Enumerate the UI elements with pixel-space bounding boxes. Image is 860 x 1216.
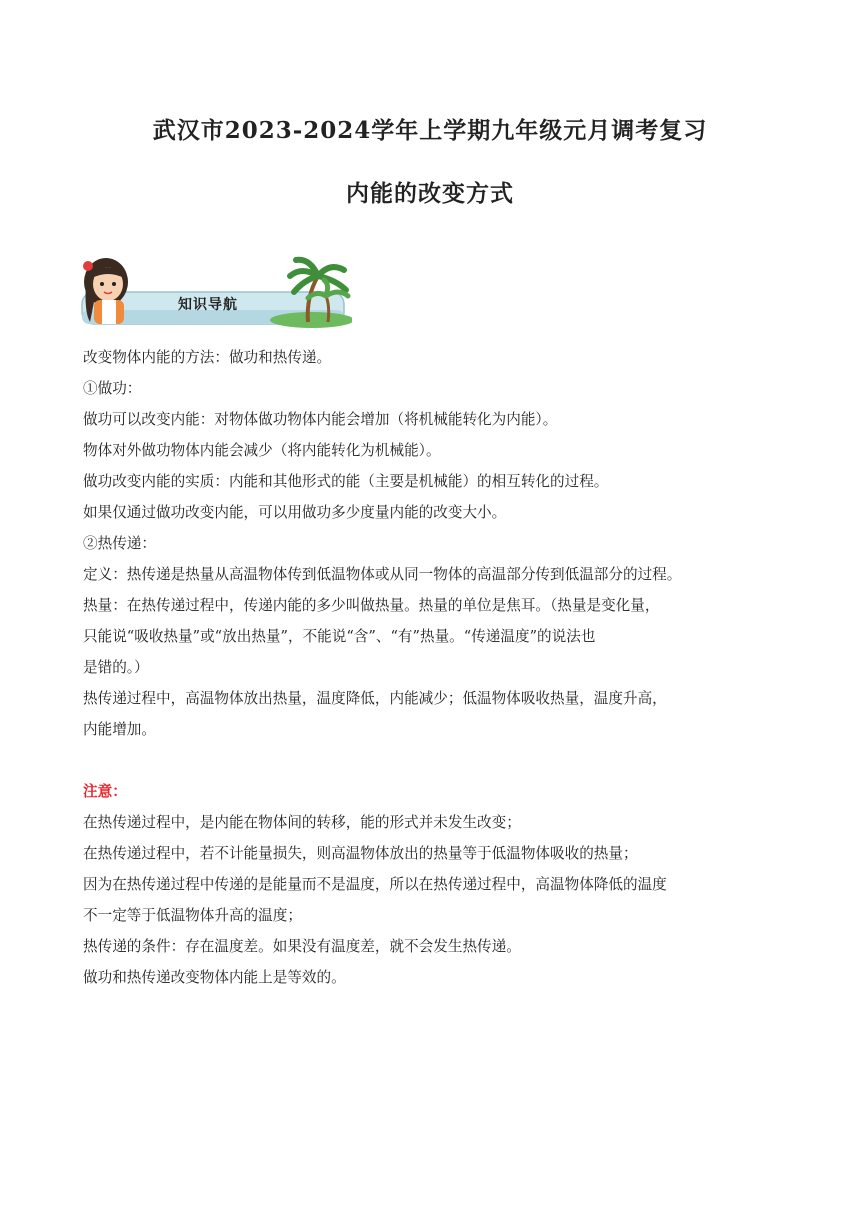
note-line: 在热传递过程中，若不计能量损失，则高温物体放出的热量等于低温物体吸收的热量； [83,845,638,862]
body-line: 热传递过程中，高温物体放出热量，温度降低，内能减少；低温物体吸收热量，温度升高， [83,690,667,707]
body-line: ①做功： [83,380,142,397]
body-line: 热量：在热传递过程中，传递内能的多少叫做热量。热量的单位是焦耳。（热量是变化量， [83,597,660,614]
body-line: 内能增加。 [83,721,156,738]
body-line: 做功可以改变内能：对物体做功物体内能会增加（将机械能转化为内能）。 [83,411,558,428]
knowledge-nav-banner-icon [80,252,352,328]
page-title: 武汉市2023-2024学年上学期九年级元月调考复习 [152,117,708,144]
document-body [83,342,783,993]
note-line: 不一定等于低温物体升高的温度； [83,907,302,924]
note-line: 热传递的条件：存在温度差。如果没有温度差，就不会发生热传递。 [83,938,521,955]
body-line: 改变物体内能的方法：做功和热传递。 [83,349,332,366]
body-line: 做功改变内能的实质：内能和其他形式的能（主要是机械能）的相互转化的过程。 [83,473,609,490]
page-subtitle: 内能的改变方式 [346,180,514,207]
body-line: ②热传递： [83,535,156,552]
note-line: 做功和热传递改变物体内能上是等效的。 [83,969,346,986]
note-title: 注意： [83,783,127,800]
banner-label: 知识导航 [178,297,238,313]
body-line: 如果仅通过做功改变内能，可以用做功多少度量内能的改变大小。 [83,504,507,521]
body-line: 是错的。） [83,659,149,676]
body-line: 物体对外做功物体内能会减少（将内能转化为机械能）。 [83,442,441,459]
note-line: 在热传递过程中，是内能在物体间的转移，能的形式并未发生改变； [83,814,521,831]
spacer [83,745,783,776]
note-line: 因为在热传递过程中传递的是能量而不是温度，所以在热传递过程中，高温物体降低的温度 [83,876,667,893]
body-line: 只能说“吸收热量”或“放出热量”，不能说“含”、“有”热量。“传递温度”的说法也 [83,628,596,645]
body-line: 定义：热传递是热量从高温物体传到低温物体或从同一物体的高温部分传到低温部分的过程。 [83,566,682,583]
